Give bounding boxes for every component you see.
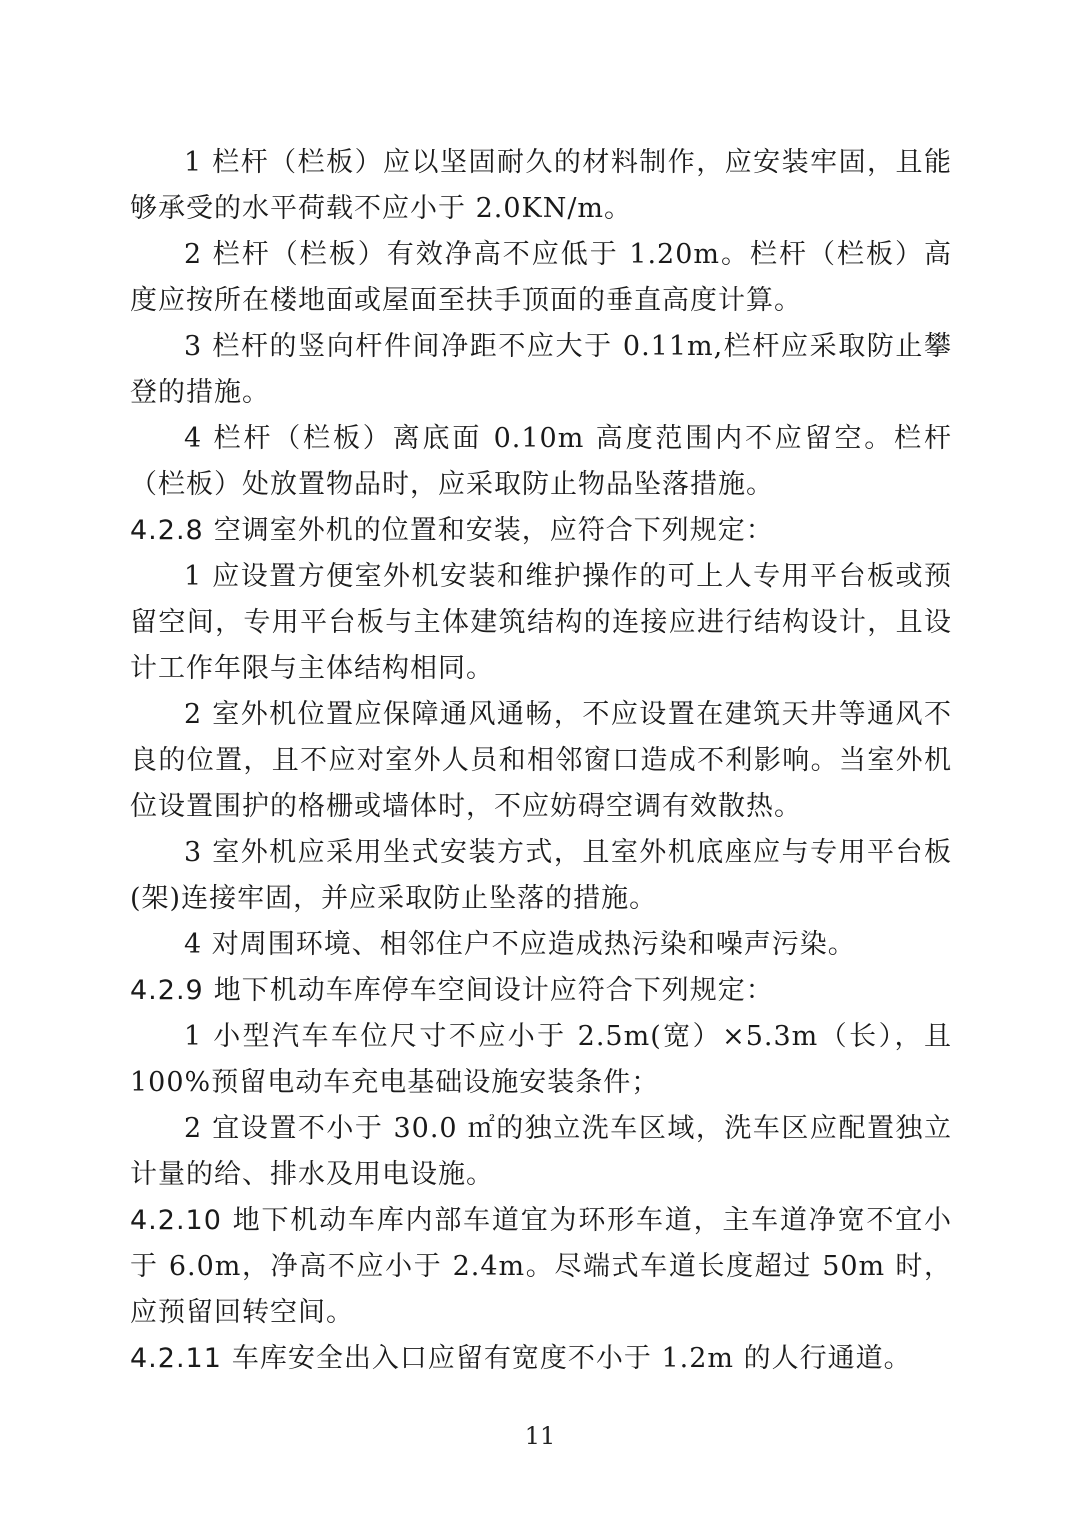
section-text: 空调室外机的位置和安装，应符合下列规定： (213, 515, 774, 546)
page-number: 11 (524, 1422, 556, 1450)
paragraph-ac-1: 1 应设置方便室外机安装和维护操作的可上人专用平台板或预留空间，专用平台板与主体建筑结构的连接应进行结构设计，且设计工作年限与主体结构相同。 (130, 561, 952, 684)
paragraph-railing-1: 1 栏杆（栏板）应以坚固耐久的材料制作，应安装牢固，且能够承受的水平荷载不应小于 2.0KN/m。 (130, 147, 952, 224)
section-text: 地下机动车库内部车道宜为环形车道，主车道净宽不宜小于 6.0m，净高不应小于 2.4m。尽端式车道长度超过 50m 时，应预留回转空间。 (130, 1205, 952, 1328)
section-4-2-9 (130, 968, 952, 1014)
paragraph-railing-4: 4 栏杆（栏板）离底面 0.10m 高度范围内不应留空。栏杆（栏板）处放置物品时，应采取防止物品坠落措施。 (130, 423, 952, 500)
paragraph-garage-1: 1 小型汽车车位尺寸不应小于 2.5m(宽）×5.3m（长），且 100%预留电动车充电基础设施安装条件； (130, 1021, 952, 1098)
paragraph-ac-4: 4 对周围环境、相邻住户不应造成热污染和噪声污染。 (184, 929, 856, 960)
paragraph-railing-2: 2 栏杆（栏板）有效净高不应低于 1.20m。栏杆（栏板）高度应按所在楼地面或屋面至扶手顶面的垂直高度计算。 (130, 239, 952, 316)
section-4-2-11 (130, 1336, 952, 1382)
section-4-2-10 (130, 1198, 952, 1336)
paragraph-ac-2: 2 室外机位置应保障通风通畅，不应设置在建筑天井等通风不良的位置，且不应对室外人员和相邻窗口造成不利影响。当室外机位设置围护的格栅或墙体时，不应妨碍空调有效散热。 (130, 699, 952, 822)
section-4-2-8 (130, 508, 952, 554)
paragraph-railing-3: 3 栏杆的竖向杆件间净距不应大于 0.11m,栏杆应采取防止攀登的措施。 (130, 331, 952, 408)
paragraph-ac-3: 3 室外机应采用坐式安装方式，且室外机底座应与专用平台板(架)连接牢固，并应采取防止坠落的措施。 (130, 837, 952, 914)
section-number: 4.2.9 (130, 975, 204, 1006)
section-text: 地下机动车库停车空间设计应符合下列规定： (213, 975, 774, 1006)
paragraph-garage-2: 2 宜设置不小于 30.0 ㎡的独立洗车区域，洗车区应配置独立计量的给、排水及用电设施。 (130, 1113, 952, 1190)
section-text: 车库安全出入口应留有宽度不小于 1.2m 的人行通道。 (231, 1343, 912, 1374)
document-body (130, 140, 952, 1382)
section-number: 4.2.11 (130, 1343, 222, 1374)
section-number: 4.2.8 (130, 515, 204, 546)
section-number: 4.2.10 (130, 1205, 222, 1236)
